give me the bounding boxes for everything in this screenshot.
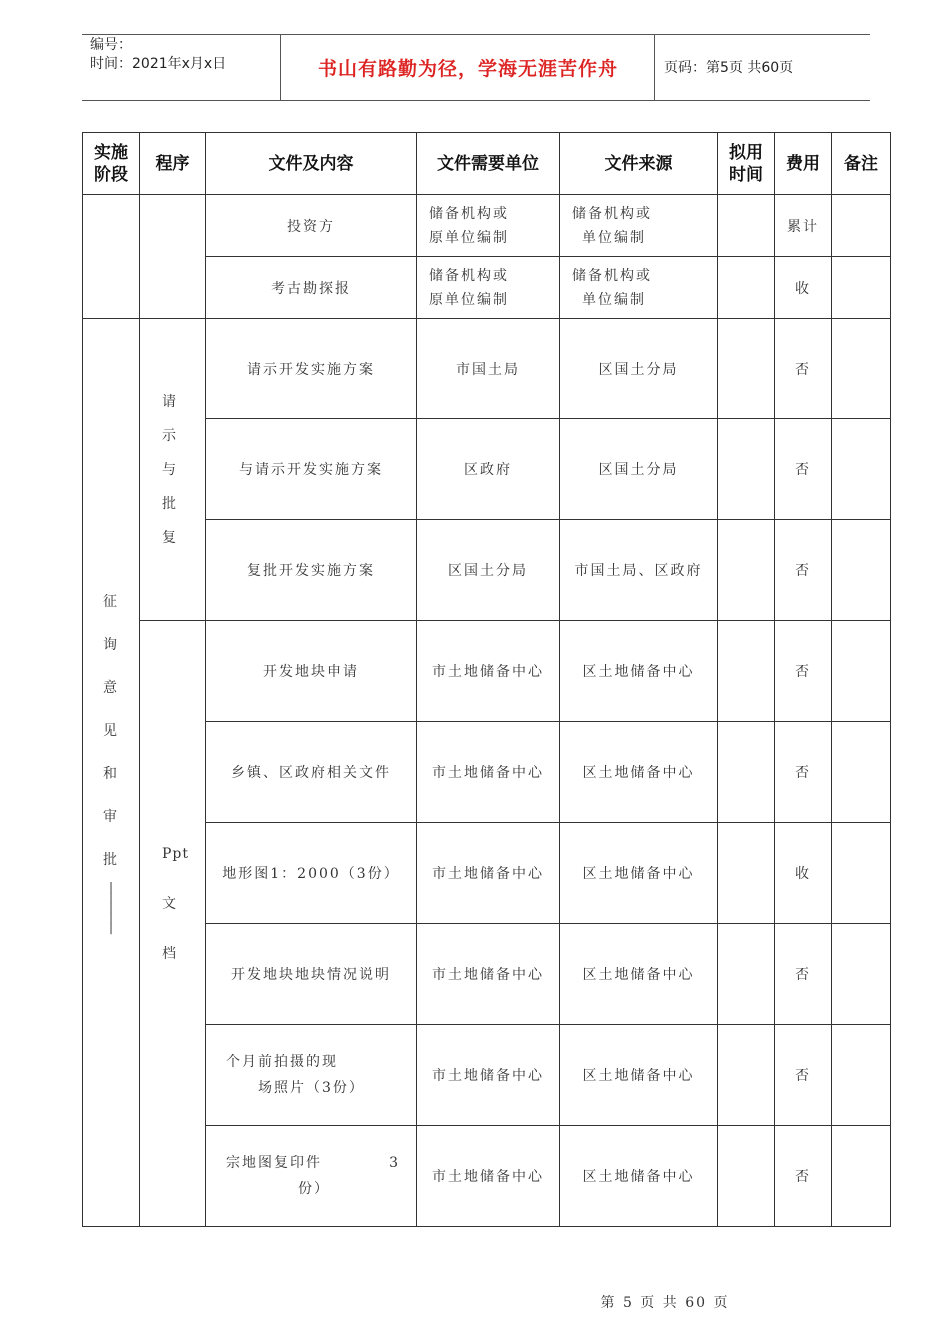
note-cell (832, 722, 891, 823)
source-line: 单位编制 (582, 229, 646, 246)
stage-cell (83, 319, 140, 1227)
header-procedure: 程序 (140, 133, 206, 195)
proc-char: 请 (162, 393, 178, 410)
page-footer: 第 5 页 共 60 页 (600, 1295, 730, 1311)
header-note: 备注 (832, 133, 891, 195)
stage-char: 意 (103, 680, 119, 696)
unit-cell (417, 195, 560, 257)
fee-cell: 否 (775, 319, 832, 419)
note-cell (832, 823, 891, 924)
source-cell: 区土地储备中心 (560, 621, 718, 722)
fee-cell: 否 (775, 520, 832, 621)
fee-cell: 收 (775, 823, 832, 924)
content-cell: 与请示开发实施方案 (206, 419, 417, 520)
content-cell (206, 1126, 417, 1227)
note-cell (832, 924, 891, 1025)
stage-char: 和 (103, 766, 119, 782)
content-line (206, 1150, 416, 1176)
stage-cell-empty (83, 195, 140, 319)
stage-char: 批 (103, 852, 119, 868)
fee-cell: 否 (775, 419, 832, 520)
stage-char: 询 (103, 637, 119, 653)
unit-line: 储备机构或 (429, 267, 509, 284)
note-cell (832, 257, 891, 319)
proc-char: 批 (162, 495, 178, 512)
stage-char: 见 (103, 723, 119, 739)
header-stage: 实施阶段 (83, 133, 140, 195)
table-row (83, 621, 891, 722)
note-cell (832, 1025, 891, 1126)
time-cell (718, 257, 775, 319)
unit-line: 原单位编制 (429, 229, 509, 246)
table-header-row (83, 133, 891, 195)
source-cell (560, 257, 718, 319)
unit-cell (417, 257, 560, 319)
source-line: 储备机构或 (572, 205, 652, 222)
source-cell: 市国土局、区政府 (560, 520, 718, 621)
fee-cell: 否 (775, 1025, 832, 1126)
unit-cell: 市土地储备中心 (417, 722, 560, 823)
content-cell: 请示开发实施方案 (206, 319, 417, 419)
source-line: 单位编制 (582, 291, 646, 308)
source-cell: 区土地储备中心 (560, 924, 718, 1025)
content-line: 份） (298, 1181, 330, 1197)
procedure-cell-empty (140, 195, 206, 319)
content-line: 个月前拍摄的现 (226, 1054, 338, 1070)
header-bottom-rule (82, 100, 870, 101)
header-source: 文件来源 (560, 133, 718, 195)
content-cell: 开发地块申请 (206, 621, 417, 722)
proc-char: 与 (162, 461, 178, 478)
proc-char: 复 (162, 529, 178, 546)
stage-dashes: | | | | | (108, 880, 114, 934)
content-text: 宗地图复印件 (226, 1155, 322, 1171)
number-label: 编号： (90, 37, 132, 53)
unit-cell: 市土地储备中心 (417, 621, 560, 722)
unit-cell: 市土地储备中心 (417, 823, 560, 924)
fee-cell: 累计 (775, 195, 832, 257)
content-cell: 开发地块地块情况说明 (206, 924, 417, 1025)
source-cell: 区土地储备中心 (560, 1025, 718, 1126)
source-cell: 区土地储备中心 (560, 823, 718, 924)
time-cell (718, 520, 775, 621)
content-cell: 考古勘探报 (206, 257, 417, 319)
content-cell: 地形图1：2000（3份） (206, 823, 417, 924)
fee-cell: 否 (775, 924, 832, 1025)
header-divider (280, 34, 281, 101)
page-info: 页码：第5页 共60页 (664, 60, 794, 76)
content-cell: 投资方 (206, 195, 417, 257)
motto: 书山有路勤为径，学海无涯苦作舟 (317, 57, 618, 80)
fee-cell: 否 (775, 722, 832, 823)
time-cell (718, 621, 775, 722)
stage-char: 征 (103, 594, 119, 610)
unit-line: 原单位编制 (429, 291, 509, 308)
fee-cell: 收 (775, 257, 832, 319)
content-line: 场照片（3份） (258, 1080, 365, 1096)
table-row (83, 319, 891, 419)
procedure-cell (140, 319, 206, 621)
source-cell: 区国土分局 (560, 319, 718, 419)
header-content: 文件及内容 (206, 133, 417, 195)
time-label: 时间：2021年x月x日 (90, 56, 227, 72)
page-header (82, 34, 870, 102)
header-time: 拟用时间 (718, 133, 775, 195)
time-cell (718, 1025, 775, 1126)
table-row (83, 195, 891, 257)
note-cell (832, 520, 891, 621)
stage-char: 审 (103, 809, 119, 825)
time-cell (718, 319, 775, 419)
header-unit: 文件需要单位 (417, 133, 560, 195)
header-fee: 费用 (775, 133, 832, 195)
unit-line: 储备机构或 (429, 205, 509, 222)
content-cell: 乡镇、区政府相关文件 (206, 722, 417, 823)
fee-cell: 否 (775, 621, 832, 722)
procedure-cell (140, 621, 206, 1227)
unit-cell: 市国土局 (417, 319, 560, 419)
unit-cell: 市土地储备中心 (417, 924, 560, 1025)
content-cell: 复批开发实施方案 (206, 520, 417, 621)
note-cell (832, 621, 891, 722)
content-number: 3 (389, 1155, 400, 1171)
note-cell (832, 1126, 891, 1227)
proc-char: 档 (162, 945, 178, 962)
time-cell (718, 195, 775, 257)
time-cell (718, 1126, 775, 1227)
header-meta (90, 36, 226, 74)
content-cell (206, 1025, 417, 1126)
header-divider (654, 34, 655, 101)
unit-cell: 市土地储备中心 (417, 1025, 560, 1126)
note-cell (832, 319, 891, 419)
time-cell (718, 722, 775, 823)
proc-char: 示 (162, 427, 178, 444)
time-cell (718, 419, 775, 520)
source-cell: 区国土分局 (560, 419, 718, 520)
source-line: 储备机构或 (572, 267, 652, 284)
source-cell: 区土地储备中心 (560, 722, 718, 823)
source-cell: 区土地储备中心 (560, 1126, 718, 1227)
time-cell (718, 823, 775, 924)
proc-char: Ppt (162, 845, 190, 862)
source-cell (560, 195, 718, 257)
proc-char: 文 (162, 895, 178, 912)
note-cell (832, 419, 891, 520)
unit-cell: 区国土分局 (417, 520, 560, 621)
fee-cell: 否 (775, 1126, 832, 1227)
note-cell (832, 195, 891, 257)
unit-cell: 区政府 (417, 419, 560, 520)
unit-cell: 市土地储备中心 (417, 1126, 560, 1227)
document-table (82, 132, 891, 1227)
time-cell (718, 924, 775, 1025)
